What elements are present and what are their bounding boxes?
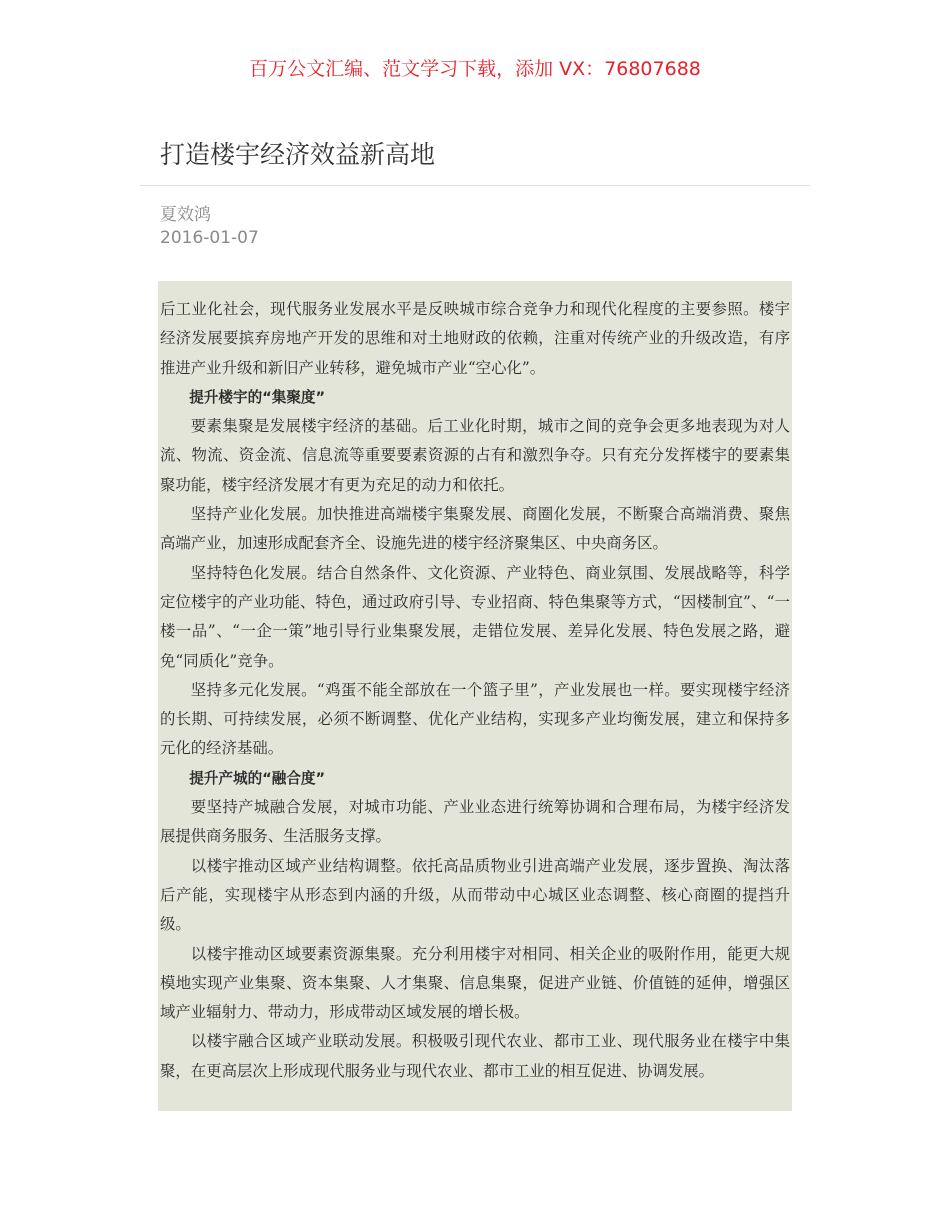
paragraph: 以楼宇融合区域产业联动发展。积极吸引现代农业、都市工业、现代服务业在楼宇中集聚，在更高层次上形成现代服务业与现代农业、都市工业的相互促进、协调发展。 bbox=[160, 1032, 790, 1080]
paragraph: 坚持特色化发展。结合自然条件、文化资源、产业特色、商业氛围、发展战略等，科学定位楼宇的产业功能、特色，通过政府引导、专业招商、特色集聚等方式，“因楼制宜”、“一楼一品”、“一企一策”地引导行业集聚发展，走错位发展、差异化发展、特色发展之路，避免“同质化”竞争。 bbox=[160, 563, 790, 670]
author-name: 夏效鸿 bbox=[160, 205, 211, 225]
paragraph: 以楼宇推动区域要素资源集聚。充分利用楼宇对相同、相关企业的吸附作用，能更大规模地实现产业集聚、资本集聚、人才集聚、信息集聚，促进产业链、价值链的延伸，增强区域产业辐射力、带动力，形成带动区域发展的增长极。 bbox=[160, 944, 790, 1022]
paragraph: 后工业化社会，现代服务业发展水平是反映城市综合竞争力和现代化程度的主要参照。楼宇经济发展要摈弃房地产开发的思维和对土地财政的依赖，注重对传统产业的升级改造，有序推进产业升级和新旧产业转移，避免城市产业“空心化”。 bbox=[160, 300, 790, 377]
download-banner: 百万公文汇编、范文学习下载，添加 VX：76807688 bbox=[249, 58, 701, 80]
paragraph: 要素集聚是发展楼宇经济的基础。后工业化时期，城市之间的竞争会更多地表现为对人流、物流、资金流、信息流等重要要素资源的占有和激烈争夺。只有充分发挥楼宇的要素集聚功能，楼宇经济发展才有更为充足的动力和依托。 bbox=[160, 417, 790, 494]
page-title: 打造楼宇经济效益新高地 bbox=[160, 140, 436, 169]
paragraph: 以楼宇推动区域产业结构调整。依托高品质物业引进高端产业发展，逐步置换、淘汰落后产能，实现楼宇从形态到内涵的升级，从而带动中心城区业态调整、核心商圈的提挡升级。 bbox=[160, 856, 790, 934]
publish-date: 2016-01-07 bbox=[160, 228, 259, 248]
paragraph: 要坚持产城融合发展，对城市功能、产业业态进行统筹协调和合理布局，为楼宇经济发展提供商务服务、生活服务支撑。 bbox=[160, 798, 790, 846]
article-body bbox=[158, 281, 792, 1111]
title-divider bbox=[140, 185, 810, 186]
paragraph: 坚持多元化发展。“鸡蛋不能全部放在一个篮子里”，产业发展也一样。要实现楼宇经济的长期、可持续发展，必须不断调整、优化产业结构，实现多产业均衡发展，建立和保持多元化的经济基础。 bbox=[160, 680, 790, 758]
paragraph: 坚持产业化发展。加快推进高端楼宇集聚发展、商圈化发展，不断聚合高端消费、聚焦高端产业，加速形成配套齐全、设施先进的楼宇经济聚集区、中央商务区。 bbox=[160, 505, 790, 553]
section-heading: 提升楼宇的“集聚度” bbox=[189, 388, 326, 406]
section-heading: 提升产城的“融合度” bbox=[189, 769, 326, 787]
